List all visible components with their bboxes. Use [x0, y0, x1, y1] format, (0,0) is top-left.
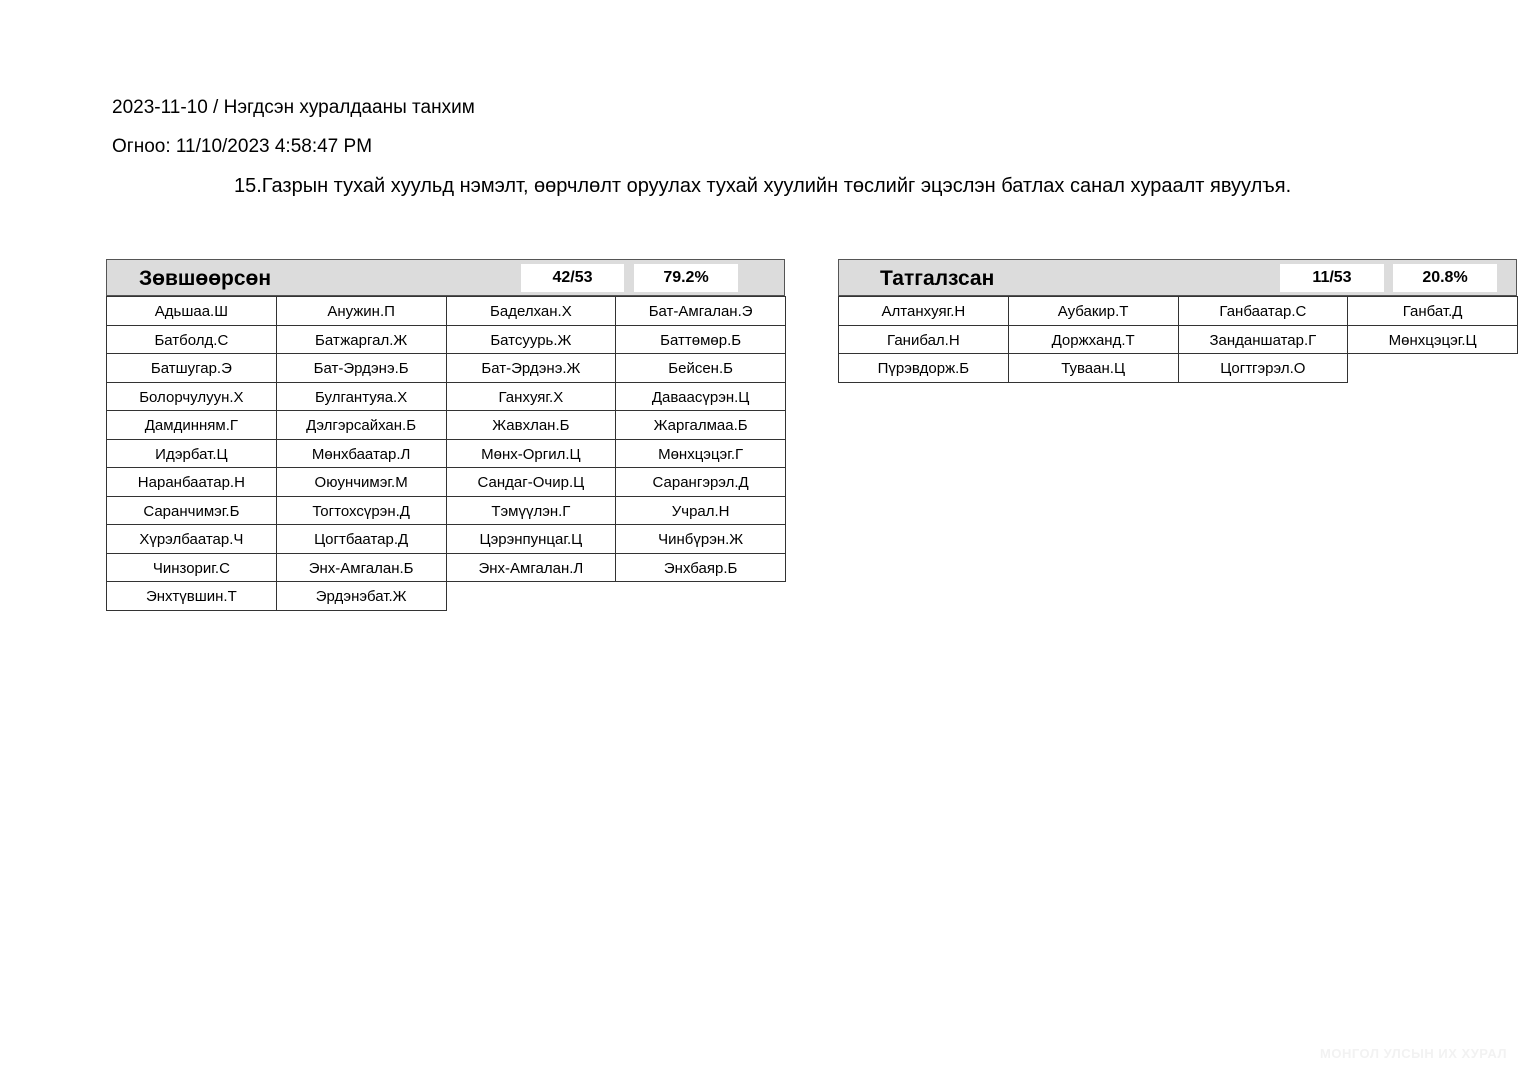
member-name-cell: Ганхуяг.Х: [446, 382, 617, 412]
approved-names-table: [106, 296, 785, 610]
member-name-cell: Бейсен.Б: [615, 353, 786, 383]
member-name-cell: Дэлгэрсайхан.Б: [276, 410, 447, 440]
member-name-cell: Мөнхбаатар.Л: [276, 439, 447, 469]
member-name-cell: Баттөмөр.Б: [615, 325, 786, 355]
motion-title: 15.Газрын тухай хуульд нэмэлт, өөрчлөлт оруулах тухай хуулийн төслийг эцэслэн батлах санал хураалт явуулъя.: [234, 175, 1292, 197]
member-name-cell: Баделхан.Х: [446, 296, 617, 326]
rejected-title: Татгалзсан: [880, 267, 995, 290]
member-name-cell: Батжаргал.Ж: [276, 325, 447, 355]
member-name-cell: Болорчулуун.Х: [106, 382, 277, 412]
member-name-cell: Тэмүүлэн.Г: [446, 496, 617, 526]
member-name-cell: Анужин.П: [276, 296, 447, 326]
member-name-cell: Адьшаа.Ш: [106, 296, 277, 326]
member-name-cell: Энх-Амгалан.Л: [446, 553, 617, 583]
rejected-header: [838, 259, 1517, 296]
rejected-count: 11/53: [1280, 264, 1384, 292]
member-name-cell: Хүрэлбаатар.Ч: [106, 524, 277, 554]
member-name-cell: Ганбат.Д: [1347, 296, 1518, 326]
member-name-cell: Батсуурь.Ж: [446, 325, 617, 355]
member-name-cell: Мөнхцэцэг.Г: [615, 439, 786, 469]
member-name-cell: Цэрэнпунцаг.Ц: [446, 524, 617, 554]
watermark-text: МОНГОЛ УЛСЫН ИХ ХУРАЛ: [1320, 1046, 1507, 1061]
member-name-cell: Сарангэрэл.Д: [615, 467, 786, 497]
member-name-cell: Дамдинням.Г: [106, 410, 277, 440]
member-name-cell: Энхтүвшин.Т: [106, 581, 277, 611]
member-name-cell: Саранчимэг.Б: [106, 496, 277, 526]
member-name-cell: Доржханд.Т: [1008, 325, 1179, 355]
member-name-cell: Ганбаатар.С: [1178, 296, 1349, 326]
member-name-cell: Эрдэнэбат.Ж: [276, 581, 447, 611]
approved-title: Зөвшөөрсөн: [139, 267, 272, 290]
member-name-cell: Бат-Амгалан.Э: [615, 296, 786, 326]
member-name-cell: Батшугар.Э: [106, 353, 277, 383]
rejected-section: [838, 259, 1517, 382]
member-name-cell: Цогтгэрэл.О: [1178, 353, 1349, 383]
member-name-cell: Энхбаяр.Б: [615, 553, 786, 583]
approved-percent: 79.2%: [634, 264, 738, 292]
rejected-names-table: [838, 296, 1517, 382]
member-name-cell: Жавхлан.Б: [446, 410, 617, 440]
member-name-cell: Сандаг-Очир.Ц: [446, 467, 617, 497]
member-name-cell: Аубакир.Т: [1008, 296, 1179, 326]
meeting-info: 2023-11-10 / Нэгдсэн хуралдааны танхим: [112, 97, 475, 118]
member-name-cell: Энх-Амгалан.Б: [276, 553, 447, 583]
member-name-cell: Мөнх-Оргил.Ц: [446, 439, 617, 469]
approved-count: 42/53: [521, 264, 624, 292]
member-name-cell: Пүрэвдорж.Б: [838, 353, 1009, 383]
member-name-cell: Алтанхуяг.Н: [838, 296, 1009, 326]
member-name-cell: Цогтбаатар.Д: [276, 524, 447, 554]
member-name-cell: Учрал.Н: [615, 496, 786, 526]
member-name-cell: Занданшатар.Г: [1178, 325, 1349, 355]
member-name-cell: Чинбүрэн.Ж: [615, 524, 786, 554]
member-name-cell: Ганибал.Н: [838, 325, 1009, 355]
member-name-cell: Батболд.С: [106, 325, 277, 355]
member-name-cell: Бат-Эрдэнэ.Ж: [446, 353, 617, 383]
vote-date: Огноо: 11/10/2023 4:58:47 PM: [112, 136, 373, 157]
member-name-cell: Идэрбат.Ц: [106, 439, 277, 469]
approved-section: [106, 259, 785, 610]
member-name-cell: Булгантуяа.Х: [276, 382, 447, 412]
member-name-cell: Бат-Эрдэнэ.Б: [276, 353, 447, 383]
member-name-cell: Туваан.Ц: [1008, 353, 1179, 383]
member-name-cell: Жаргалмаа.Б: [615, 410, 786, 440]
approved-header: [106, 259, 785, 296]
member-name-cell: Мөнхцэцэг.Ц: [1347, 325, 1518, 355]
member-name-cell: Наранбаатар.Н: [106, 467, 277, 497]
member-name-cell: Даваасүрэн.Ц: [615, 382, 786, 412]
rejected-percent: 20.8%: [1393, 264, 1497, 292]
member-name-cell: Тогтохсүрэн.Д: [276, 496, 447, 526]
member-name-cell: Чинзориг.С: [106, 553, 277, 583]
member-name-cell: Оюунчимэг.М: [276, 467, 447, 497]
